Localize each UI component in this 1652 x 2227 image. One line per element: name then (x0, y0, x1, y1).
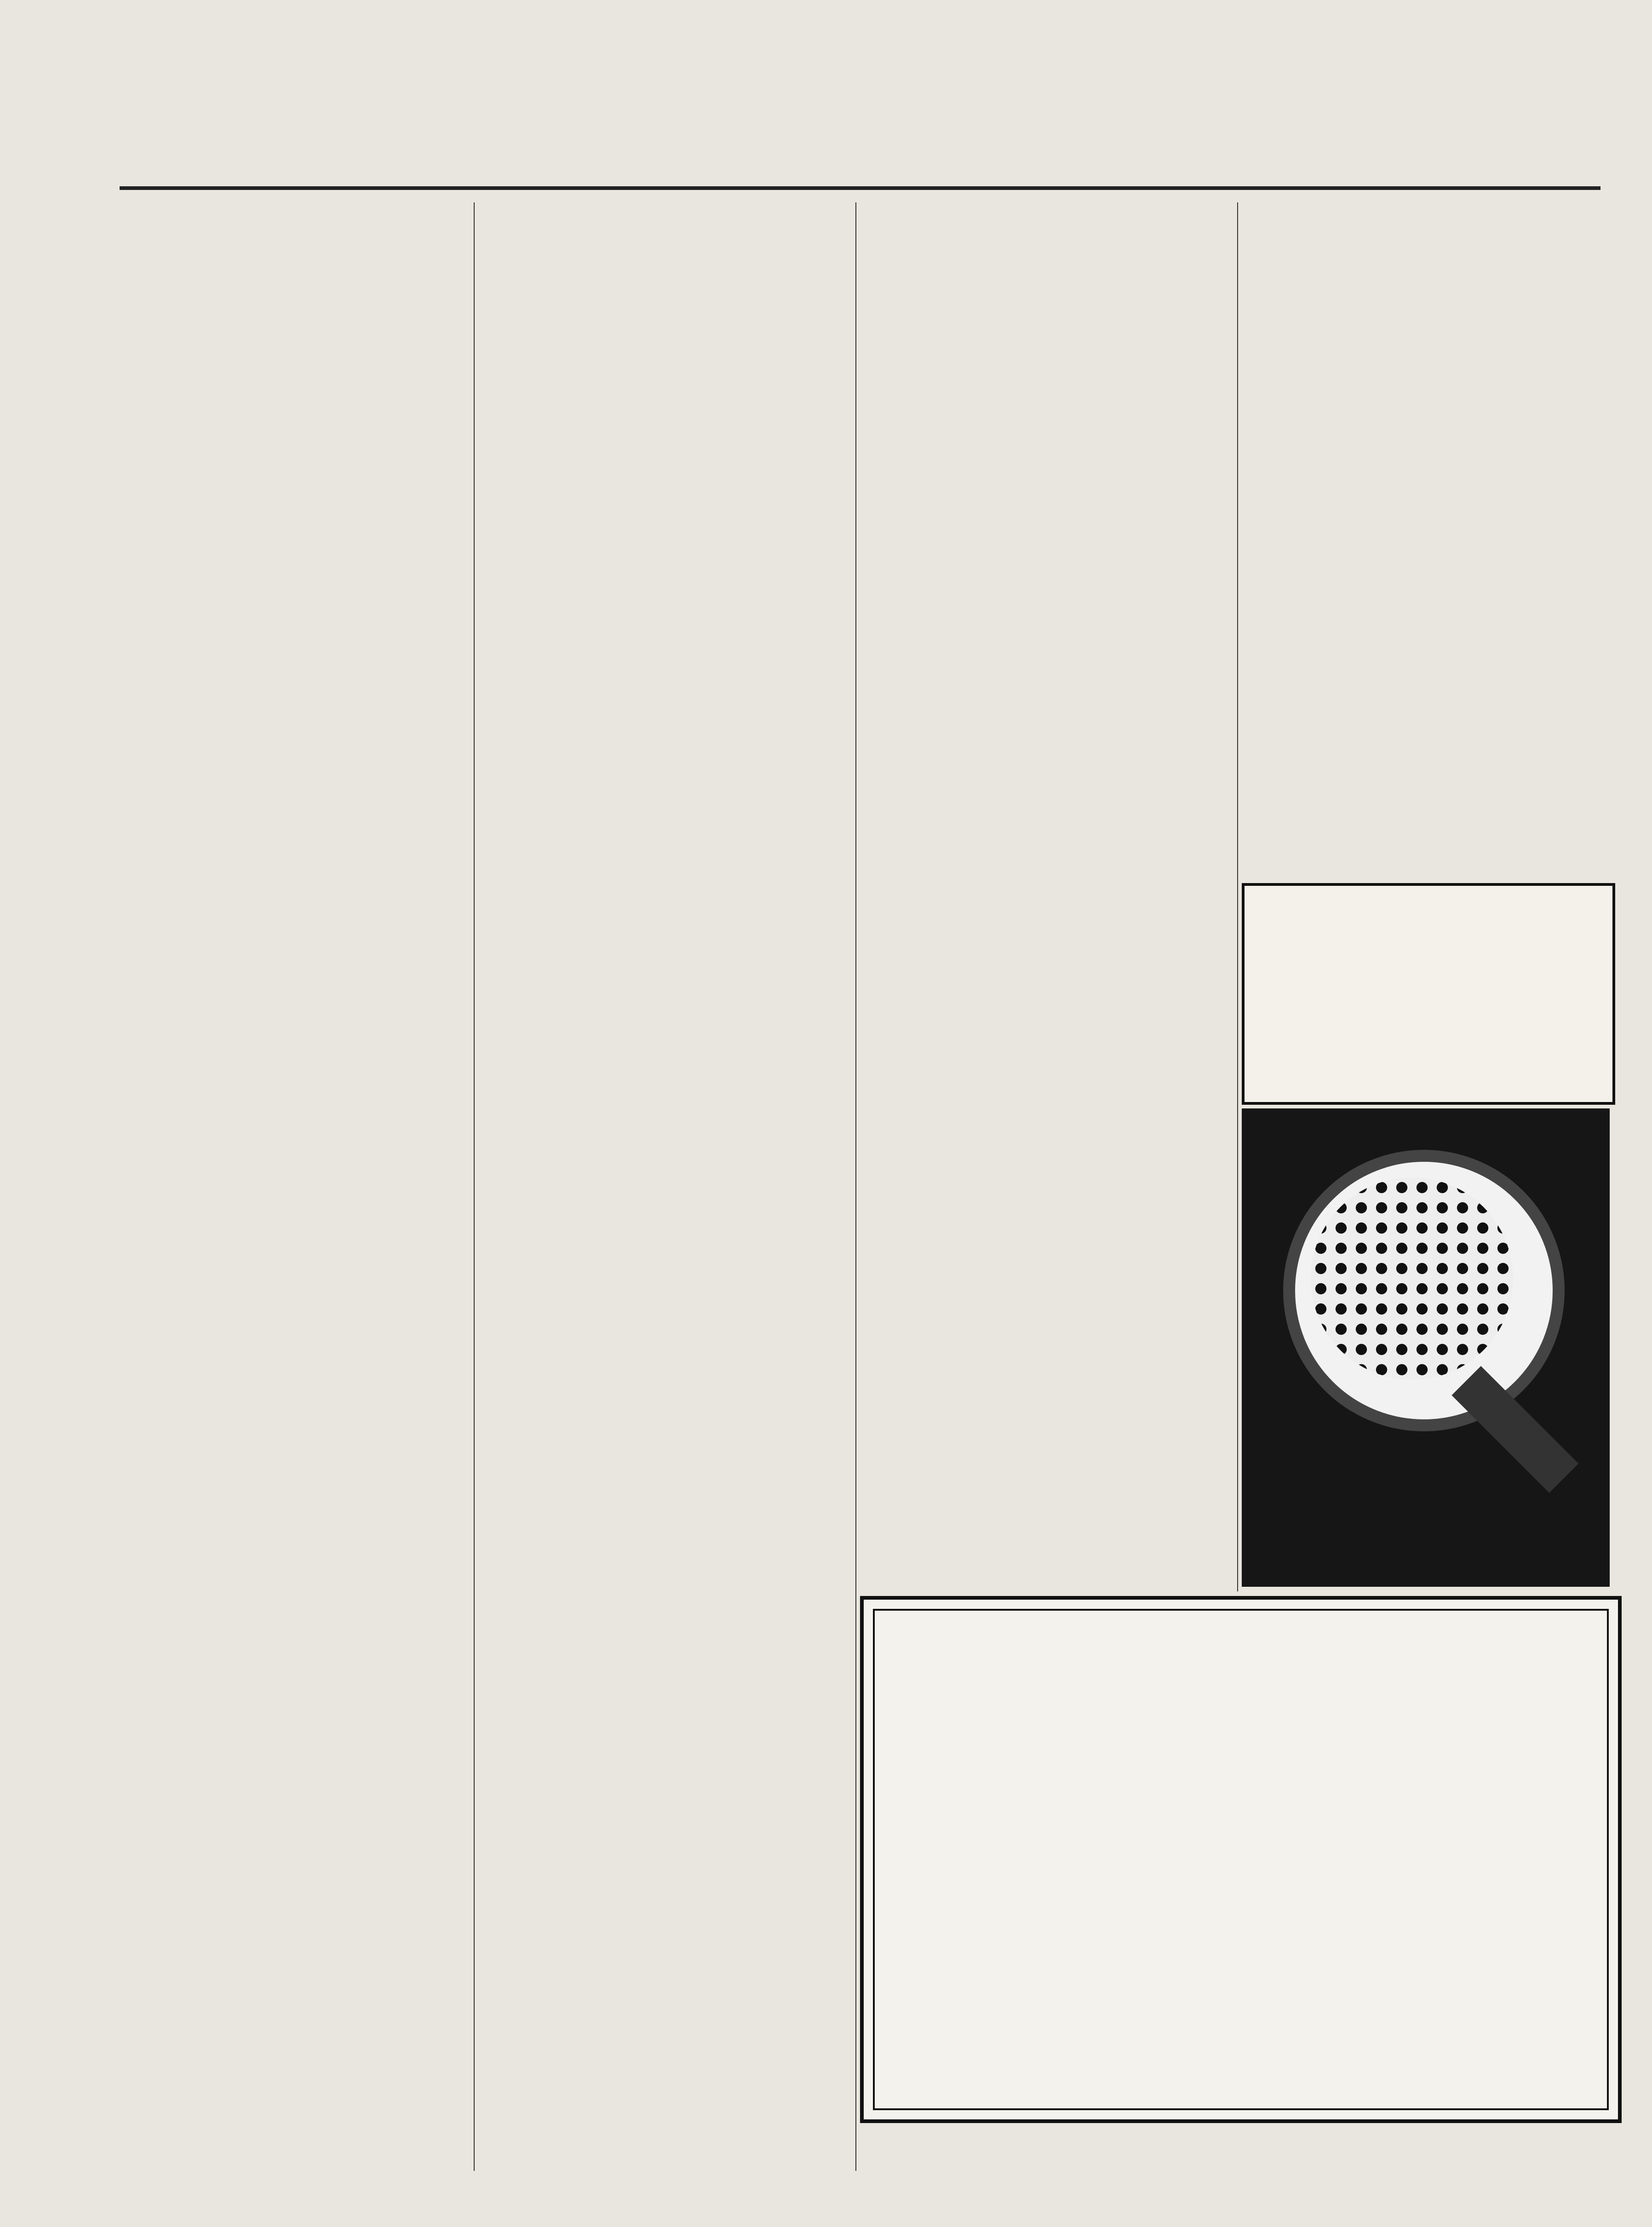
autotypien-advertisement (1242, 1108, 1610, 1587)
header-rule (120, 186, 1600, 190)
column-1 (115, 202, 475, 2171)
halftone-dots (1311, 1177, 1513, 1380)
column-3 (865, 202, 1238, 1591)
obituary-frame (873, 1609, 1609, 2110)
column-2 (488, 202, 856, 2171)
obituary-notice (860, 1596, 1622, 2123)
job-advertisement (1242, 883, 1615, 1105)
